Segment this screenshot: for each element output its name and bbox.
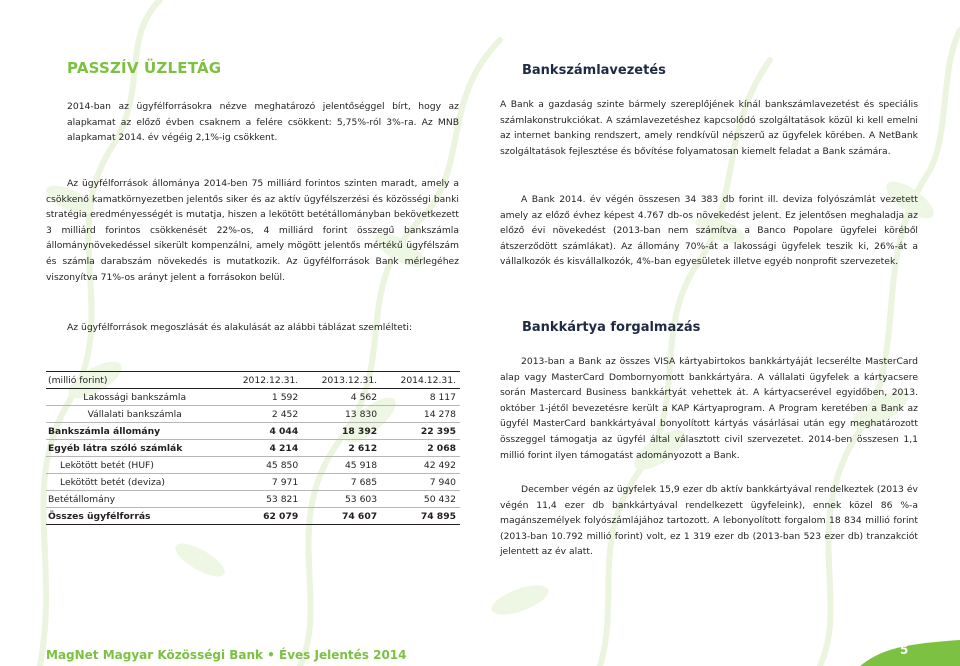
row-label: Vállalati bankszámla <box>46 406 223 423</box>
section-title-card-distribution: Bankkártya forgalmazás <box>522 320 701 335</box>
cell-2012: 1 592 <box>223 389 302 406</box>
cell-2013: 7 685 <box>302 474 381 491</box>
account-growth-paragraph: A Bank 2014. év végén összesen 34 383 db forint ill. deviza folyószámlát vezetett amely az előző évhez képest 4.767 db-os növekedést jelent. Ez jelentősen meghaladja az előző évi növekedést (2013-ban nem számítva a Banco Popolare ügyfelei köréből átszerződött számlákat). Az állomány 70%-át a lakossági ügyfelek teszik ki, 26%-át a vállalkozók és kisvállalkozók, 4%-ban egyesületek illetve egyéb nonprofit szervezetek. <box>500 194 918 268</box>
cell-2014: 14 278 <box>381 406 460 423</box>
table-row <box>46 491 460 508</box>
cell-2014: 2 068 <box>381 440 460 457</box>
card-statistics-paragraph: December végén az ügyfelek 15,9 ezer db aktív bankkártyával rendelkeztek (2013 év végén 11,4 ezer db bankkártyával rendelkezett ügyfeleink), ennek közel 86 %-a magánszemélyek folyószámlájához tartozott. A lebonyolított forgalom 18 834 millió forint (2013-ban 10.792 millió forint) volt, ez 1 319 ezer db (2013-ban 523 ezer db) tranzakciót jelentett az év alatt. <box>500 484 918 558</box>
cell-2014: 8 117 <box>381 389 460 406</box>
row-label: Lakossági bankszámla <box>46 389 223 406</box>
row-label: Lekötött betét (deviza) <box>46 474 223 491</box>
cell-2012: 7 971 <box>223 474 302 491</box>
col-header-2013: 2013.12.31. <box>302 372 381 389</box>
card-program-paragraph: 2013-ban a Bank az összes VISA kártyabirtokos bankkártyáját lecserélte MasterCard alap vagy MasterCard Dombornyomott bankkártyára. A vállalati ügyfelek a kártyacsere során Mastercard Business bankkártyát vehettek át. A kártyacserével egyidőben, 2013. október 1-jétől bevezetésre került a KAP Kártyaprogram. A Program keretében a Bank az ügyfél MasterCard bankkártyával bonyolított kártyás vásárlásai után egy meghatározott összeggel támogatja az ügyfél által választott civil szervezetet. 2014-ben összesen 1,1 millió forint ilyen támogatást adományozott a Bank. <box>500 356 918 461</box>
footer-publication-title: MagNet Magyar Közösségi Bank • Éves Jelentés 2014 <box>46 648 407 662</box>
table-row <box>46 406 460 423</box>
row-label: Egyéb látra szóló számlák <box>46 440 223 457</box>
intro-paragraph: 2014-ban az ügyfélforrásokra nézve meghatározó jelentőséggel bírt, hogy az alapkamat az előző évben csaknem a felére csökkent: 5,75%-ról 3%-ra. Az MNB alapkamat 2014. év végéig 2,1%-ig csökkent. <box>67 101 459 144</box>
table-intro-text: Az ügyfélforrások megoszlását és alakulását az alábbi táblázat szemlélteti: <box>67 322 413 333</box>
cell-2013: 53 603 <box>302 491 381 508</box>
row-label: Betétállomány <box>46 491 223 508</box>
cell-2012: 2 452 <box>223 406 302 423</box>
table-row <box>46 457 460 474</box>
table-row <box>46 389 460 406</box>
table-header-row <box>46 372 460 389</box>
cell-2013: 45 918 <box>302 457 381 474</box>
cell-2012: 53 821 <box>223 491 302 508</box>
section-title-account-keeping: Bankszámlavezetés <box>522 63 666 78</box>
cell-2012: 4 214 <box>223 440 302 457</box>
cell-2013: 4 562 <box>302 389 381 406</box>
section-title-passive: PASSZÍV ÜZLETÁG <box>67 59 222 77</box>
row-label: Lekötött betét (HUF) <box>46 457 223 474</box>
cell-2014: 74 895 <box>381 508 460 525</box>
cell-2013: 13 830 <box>302 406 381 423</box>
cell-2013: 74 607 <box>302 508 381 525</box>
cell-2012: 62 079 <box>223 508 302 525</box>
table-row <box>46 423 460 440</box>
table-row <box>46 474 460 491</box>
cell-2014: 42 492 <box>381 457 460 474</box>
col-header-2012: 2012.12.31. <box>223 372 302 389</box>
cell-2013: 2 612 <box>302 440 381 457</box>
cell-2014: 7 940 <box>381 474 460 491</box>
client-funds-table <box>46 371 460 525</box>
col-header-unit: (millió forint) <box>46 372 223 389</box>
cell-2014: 50 432 <box>381 491 460 508</box>
row-label: Összes ügyfélforrás <box>46 508 223 525</box>
client-funds-paragraph: Az ügyfélforrások állománya 2014-ben 75 milliárd forintos szinten maradt, amely a csökkenő kamatkörnyezetben jelentős siker és az aktív ügyfélszerzési és közösségi banki stratégia eredményességét is mutatja, hiszen a lekötött betétállományban bekövetkezett 3 milliárd forintos csökkenését 22%-os, 4 milliárd forint összegű bankszámla állománynövekedéssel sikerült kompenzálni, amely mögött jelentős mértékű ügyfélszám és számla darabszám növekedés is mutatkozik. Az ügyfélforrások Bank mérlegéhez viszonyítva 71%-os arányt jelent a forrásokon belül. <box>46 178 459 283</box>
cell-2014: 22 395 <box>381 423 460 440</box>
page-number: 5 <box>900 643 909 657</box>
cell-2013: 18 392 <box>302 423 381 440</box>
row-label: Bankszámla állomány <box>46 423 223 440</box>
table-row <box>46 508 460 525</box>
col-header-2014: 2014.12.31. <box>381 372 460 389</box>
cell-2012: 4 044 <box>223 423 302 440</box>
cell-2012: 45 850 <box>223 457 302 474</box>
account-keeping-paragraph: A Bank a gazdaság szinte bármely szereplőjének kínál bankszámlavezetést és speciális számlakonstrukciókat. A számlavezetéshez kapcsolódó szolgáltatások közül ki kell emelni az internet banking rendszert, amely rendkívül népszerű az ügyfelek körében. A NetBank szolgáltatások fejlesztése és bővítése folyamatosan kiemelt feladat a Bank számára. <box>500 99 918 157</box>
table-row <box>46 440 460 457</box>
